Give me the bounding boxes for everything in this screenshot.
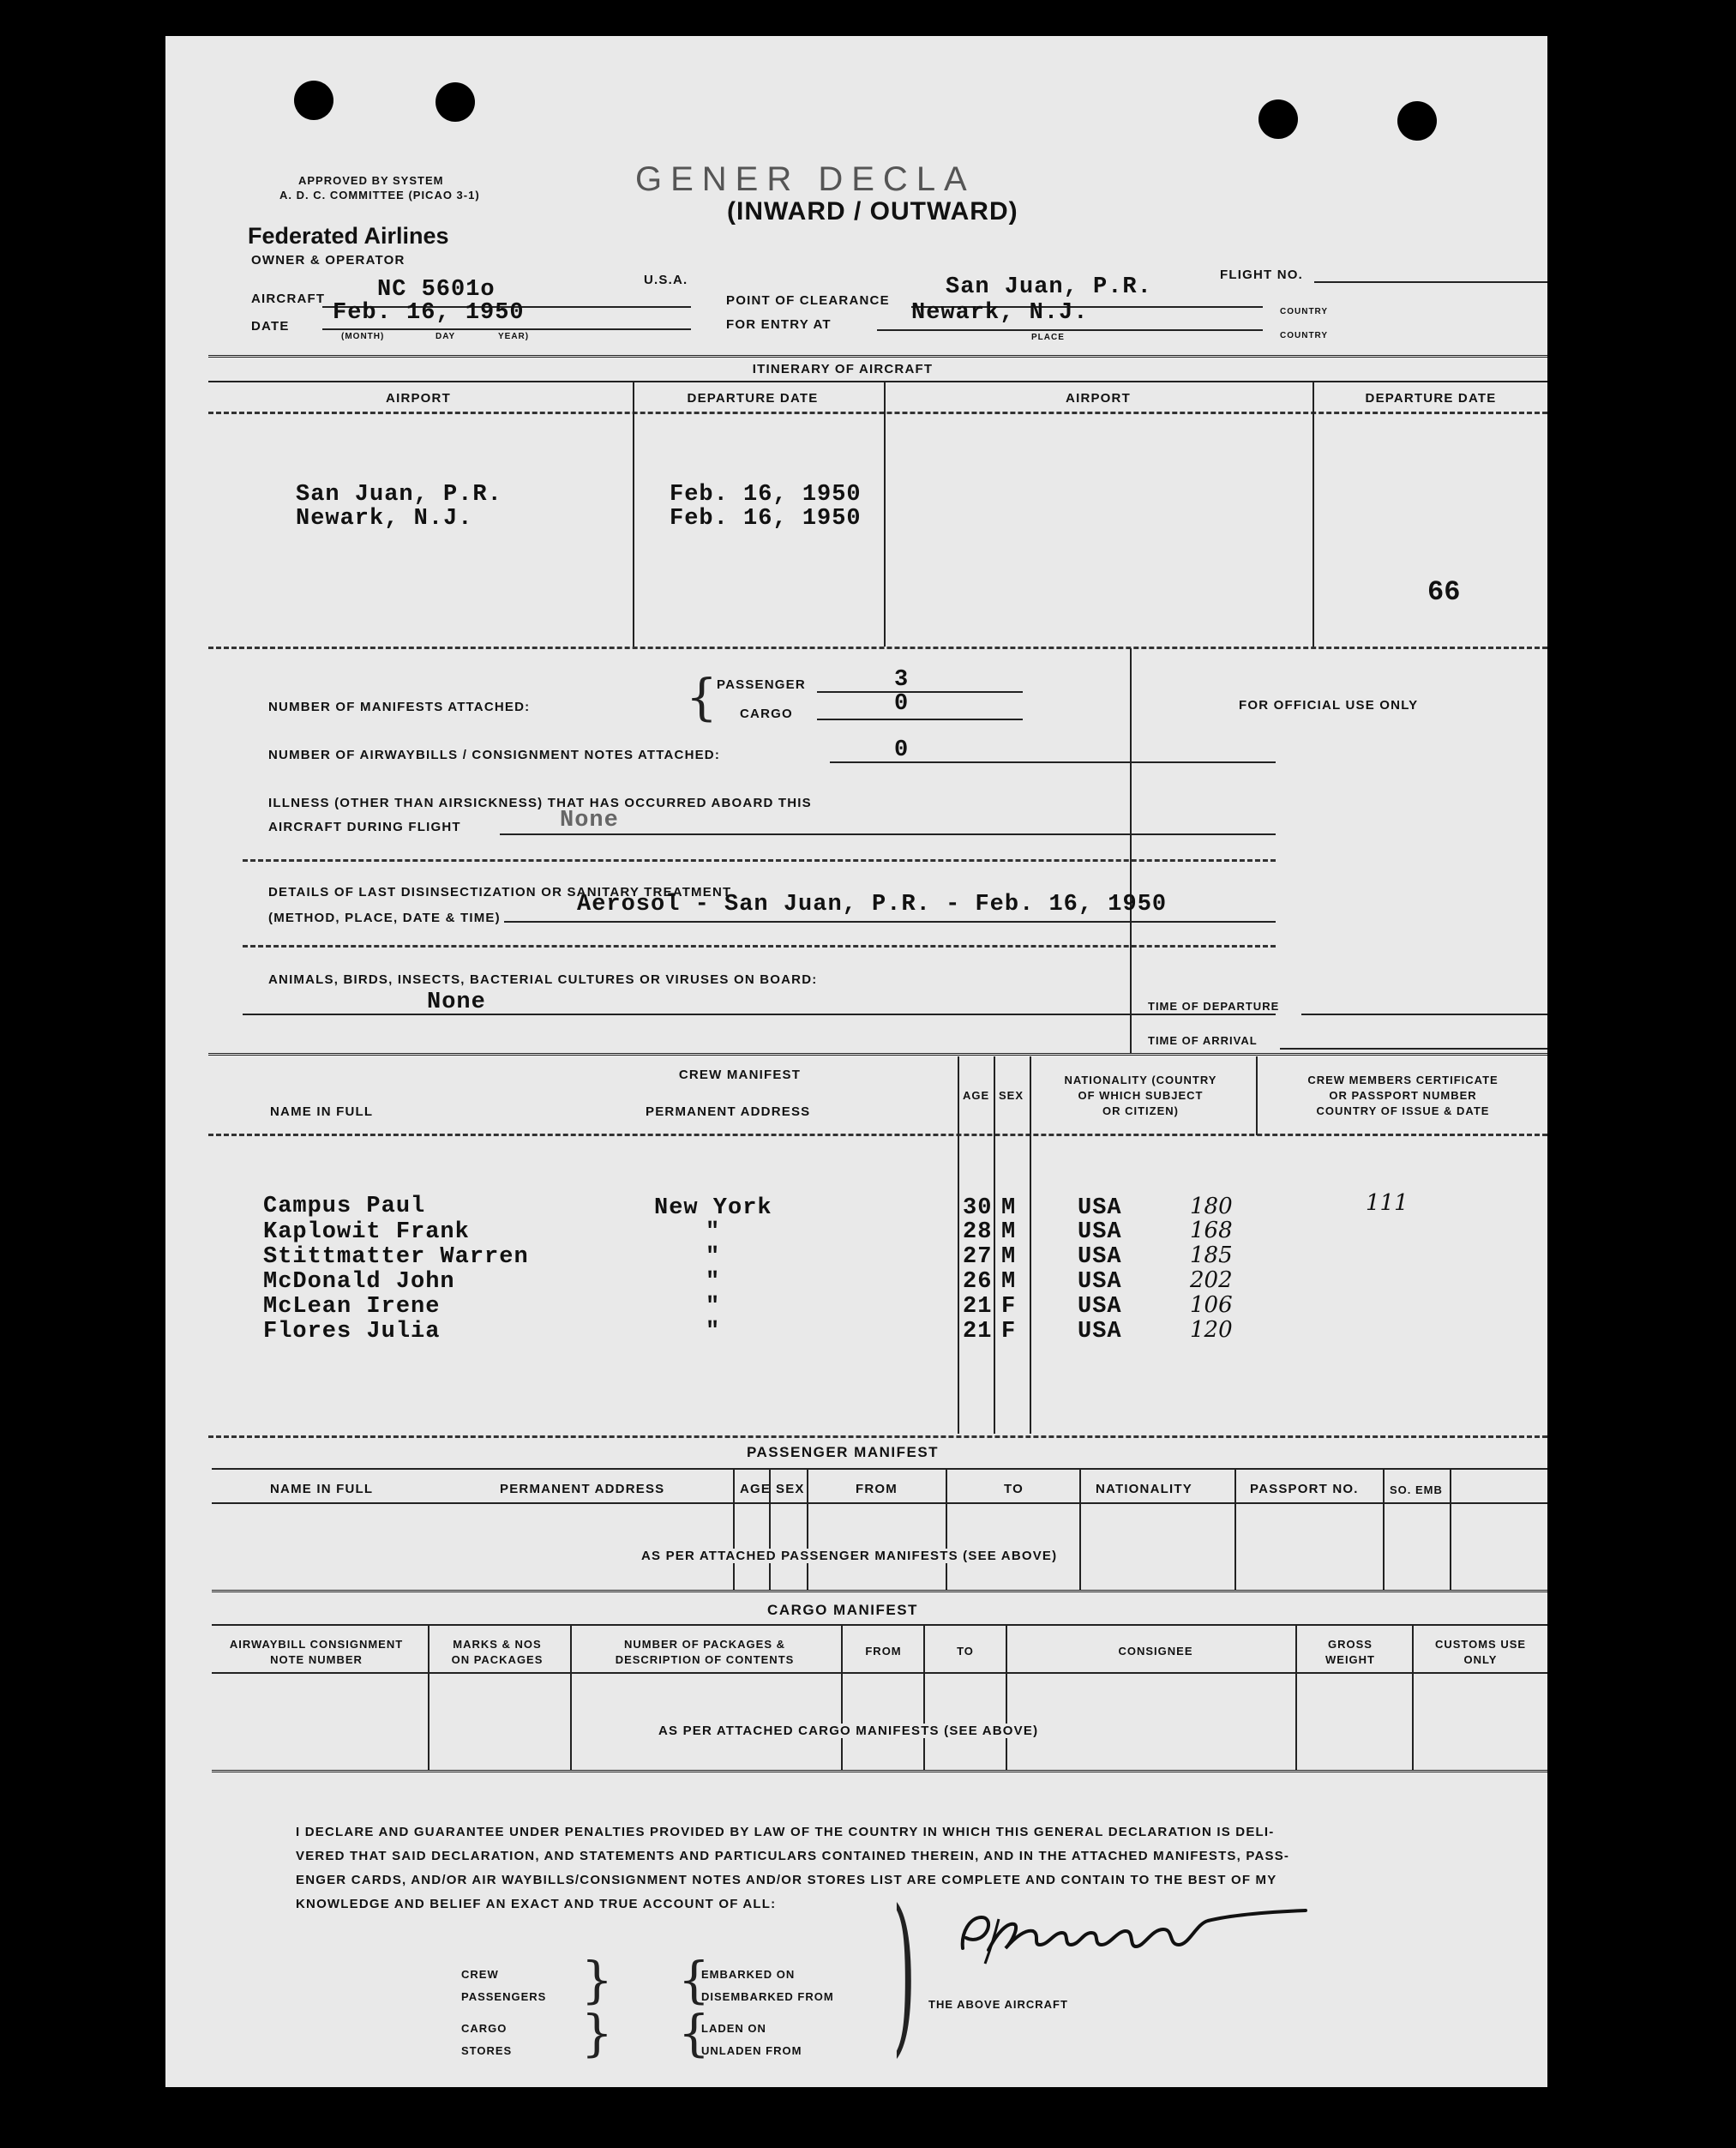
crew-col-nat-1: NATIONALITY (COUNTRY [1064,1074,1217,1086]
declaration-line-3: ENGER CARDS, AND/OR AIR WAYBILLS/CONSIGNMENT NOTES AND/OR STORES LIST ARE COMPLETE AND CONTAIN TO THE BEST OF MY [296,1873,1277,1887]
crew-cert-note: 111 [1366,1190,1409,1216]
rule [208,647,1547,649]
pm-col-age: AGE [740,1482,772,1496]
rule [958,1056,959,1434]
pm-col-name: NAME IN FULL [270,1482,374,1496]
cm-col-marks-1: MARKS & NOS [453,1638,542,1651]
crew-col-cert-3: COUNTRY OF ISSUE & DATE [1316,1104,1490,1117]
pm-col-passport: PASSPORT NO. [1250,1482,1359,1496]
crew-col-cert-1: CREW MEMBERS CERTIFICATE [1307,1074,1499,1086]
rule [1301,1014,1547,1015]
date-value: Feb. 16, 1950 [333,300,525,326]
crew-age: 21 [963,1294,993,1320]
pm-col-sex: SEX [776,1482,805,1496]
crew-col-age: AGE [963,1089,990,1102]
cm-col-consignee: CONSIGNEE [1118,1645,1193,1658]
rule [1412,1626,1414,1770]
crew-col-address: PERMANENT ADDRESS [646,1104,811,1119]
rule [208,1134,1547,1136]
rule [570,1626,572,1770]
crew-age: 27 [963,1244,993,1270]
airwaybills-value: 0 [894,737,910,763]
page-number: 66 [1427,576,1461,608]
rule [923,1626,925,1770]
itinerary-airport-2: Newark, N.J. [296,506,473,532]
rule [817,719,1023,720]
rule [1256,1056,1258,1135]
declaration-form [165,36,1547,2087]
decl-big-brace: ) [892,1874,916,2073]
rule [243,945,1276,948]
crew-sex: M [1001,1269,1017,1295]
decl-brace-right-2: } [581,2004,613,2062]
date-sub-year: YEAR) [498,332,530,341]
cm-col-customs-1: CUSTOMS USE [1434,1638,1527,1651]
rule [243,859,1276,862]
crew-col-sex: SEX [999,1089,1024,1102]
crew-address: " [706,1319,721,1345]
crew-weight: 168 [1190,1218,1233,1243]
rule [1450,1470,1451,1590]
rule [208,1435,1547,1438]
passenger-value: 3 [894,667,910,693]
decl-unladen: UNLADEN FROM [701,2044,802,2057]
signature [954,1898,1331,1967]
crew-nationality: USA [1078,1319,1122,1345]
decl-stores: STORES [461,2044,513,2057]
crew-sex: F [1001,1319,1017,1345]
passenger-manifest-note: AS PER ATTACHED PASSENGER MANIFESTS (SEE ABOVE) [641,1549,1058,1563]
disinsect-label-2: (METHOD, PLACE, DATE & TIME) [268,911,501,925]
decl-disembarked: DISEMBARKED FROM [701,1990,834,2003]
punch-hole [1397,101,1437,141]
crew-col-nat-3: OR CITIZEN) [1102,1104,1179,1117]
rule [733,1470,735,1590]
entry-rule [877,329,1263,331]
crew-age: 26 [963,1269,993,1295]
illness-label-1: ILLNESS (OTHER THAN AIRSICKNESS) THAT HAS OCCURRED ABOARD THIS [268,796,812,810]
official-use-label: FOR OFFICIAL USE ONLY [1239,698,1419,713]
punch-hole [1258,99,1298,139]
date-label: DATE [251,319,290,334]
itinerary-title: ITINERARY OF AIRCRAFT [752,362,934,376]
passenger-label: PASSENGER [717,677,806,692]
illness-label-2: AIRCRAFT DURING FLIGHT [268,820,461,834]
aircraft-value: NC 5601o [377,277,496,303]
crew-age: 28 [963,1219,993,1245]
itinerary-col-airport-2: AIRPORT [1066,391,1131,406]
disinsect-label-1: DETAILS OF LAST DISINSECTIZATION OR SANITARY TREATMENT [268,885,732,900]
crew-name: Kaplowit Frank [263,1219,470,1245]
time-arrival-label: TIME OF ARRIVAL [1148,1034,1258,1047]
point-of-clearance-label: POINT OF CLEARANCE [726,293,890,308]
decl-above-aircraft: THE ABOVE AIRCRAFT [928,1998,1068,2011]
crew-col-cert-2: OR PASSPORT NUMBER [1329,1089,1477,1102]
rule [946,1470,947,1590]
declaration-line-2: VERED THAT SAID DECLARATION, AND STATEMENTS AND PARTICULARS CONTAINED THEREIN, AND IN THE ATTACHED MANIFESTS, PASS- [296,1849,1290,1863]
flight-rule [1314,281,1547,283]
rule [208,381,1547,382]
rule [428,1626,429,1770]
rule [1280,1048,1547,1050]
animals-label: ANIMALS, BIRDS, INSECTS, BACTERIAL CULTURES OR VIRUSES ON BOARD: [268,972,818,987]
flight-no-label: FLIGHT NO. [1220,268,1303,282]
crew-nationality: USA [1078,1294,1122,1320]
rule [212,1624,1547,1626]
pm-col-from: FROM [856,1482,898,1496]
rule [243,1014,1276,1015]
rule [1006,1626,1007,1770]
itinerary-airport-1: San Juan, P.R. [296,482,502,508]
decl-embarked: EMBARKED ON [701,1968,796,1981]
rule [994,1056,995,1434]
disinsect-value: Aerosol - San Juan, P.R. - Feb. 16, 1950 [577,892,1168,918]
crew-weight: 120 [1190,1317,1233,1343]
rule [212,1672,1547,1674]
time-departure-label: TIME OF DEPARTURE [1148,1000,1280,1013]
pm-col-address: PERMANENT ADDRESS [500,1482,665,1496]
rule [208,412,1547,414]
rule [212,1502,1547,1504]
declaration-line-4: KNOWLEDGE AND BELIEF AN EXACT AND TRUE ACCOUNT OF ALL: [296,1897,777,1911]
crew-address: " [706,1269,721,1295]
crew-sex: M [1001,1244,1017,1270]
illness-value: None [560,808,619,833]
date-sub-day: DAY [436,332,456,341]
form-subtitle: (INWARD / OUTWARD) [727,197,1018,226]
rule [830,761,1276,763]
rule [841,1626,843,1770]
crew-nationality: USA [1078,1244,1122,1270]
punch-hole [294,81,333,120]
manifests-label: NUMBER OF MANIFESTS ATTACHED: [268,700,531,714]
decl-brace-left-2: { [678,2004,710,2062]
pm-col-nationality: NATIONALITY [1096,1482,1192,1496]
crew-name: Stittmatter Warren [263,1244,529,1270]
place-label: PLACE [1031,333,1065,342]
rule [769,1470,771,1590]
cm-col-pkgs-2: DESCRIPTION OF CONTENTS [615,1653,795,1666]
rule [504,921,1276,923]
country-label-2: COUNTRY [1280,331,1329,340]
crew-nationality: USA [1078,1195,1122,1221]
crew-nationality: USA [1078,1269,1122,1295]
itinerary-date-1: Feb. 16, 1950 [670,482,862,508]
rule [500,833,1276,835]
crew-name: Flores Julia [263,1319,441,1345]
rule [1313,382,1314,647]
rule [633,382,634,647]
rule [212,1590,1547,1595]
crew-weight: 185 [1190,1242,1233,1268]
cm-col-awb-1: AIRWAYBILL CONSIGNMENT [229,1638,404,1651]
itinerary-col-departure-2: DEPARTURE DATE [1365,391,1497,406]
crew-address: New York [654,1195,772,1221]
crew-age: 21 [963,1319,993,1345]
itinerary-date-2: Feb. 16, 1950 [670,506,862,532]
cm-col-marks-2: ON PACKAGES [451,1653,544,1666]
crew-sex: M [1001,1219,1017,1245]
cm-col-gross-2: WEIGHT [1325,1653,1375,1666]
aircraft-label: AIRCRAFT [251,292,326,306]
decl-brace-left-1: { [678,1951,710,2009]
crew-sex: F [1001,1294,1017,1320]
cargo-manifest-title: CARGO MANIFEST [767,1602,918,1618]
cargo-label: CARGO [740,707,793,721]
entry-value: Newark, N.J. [911,300,1089,326]
owner-label: OWNER & OPERATOR [251,253,405,268]
cargo-value: 0 [894,691,910,717]
form-title: GENER DECLA [635,160,976,198]
crew-title: CREW MANIFEST [678,1068,802,1082]
manifests-brace: { [686,668,718,726]
cm-col-gross-1: GROSS [1328,1638,1373,1651]
date-rule [322,328,691,330]
animals-value: None [427,990,486,1015]
rule [1130,648,1132,1053]
cm-col-to: TO [957,1645,974,1658]
crew-name: Campus Paul [263,1194,426,1219]
rule [1234,1470,1236,1590]
cm-col-awb-2: NOTE NUMBER [270,1653,363,1666]
crew-weight: 180 [1190,1194,1233,1219]
declaration-line-1: I DECLARE AND GUARANTEE UNDER PENALTIES PROVIDED BY LAW OF THE COUNTRY IN WHICH THIS GENERAL DECLARATION IS DELI- [296,1825,1275,1839]
rule [807,1470,808,1590]
approval-line-2: A. D. C. COMMITTEE (PICAO 3-1) [279,189,480,202]
crew-age: 30 [963,1195,993,1221]
pm-col-emb: SO. EMB [1390,1483,1443,1496]
crew-nationality: USA [1078,1219,1122,1245]
punch-hole [436,82,475,122]
crew-address: " [706,1219,721,1245]
point-of-clearance-value: San Juan, P.R. [946,274,1152,300]
entry-label: FOR ENTRY AT [726,317,832,332]
itinerary-col-airport: AIRPORT [386,391,451,406]
crew-col-nat-2: OF WHICH SUBJECT [1078,1089,1204,1102]
decl-passengers: PASSENGERS [461,1990,547,2003]
decl-crew: CREW [461,1968,499,1981]
decl-brace-right-1: } [581,1951,613,2009]
country-label-1: COUNTRY [1280,307,1329,316]
pm-col-to: TO [1004,1482,1024,1496]
rule [884,382,886,647]
rule [1383,1470,1385,1590]
crew-name: McLean Irene [263,1294,441,1320]
crew-weight: 106 [1190,1292,1233,1318]
crew-col-name: NAME IN FULL [270,1104,374,1119]
operator-name: Federated Airlines [248,223,449,249]
rule [212,1770,1547,1775]
passenger-manifest-title: PASSENGER MANIFEST [746,1444,940,1460]
decl-laden: LADEN ON [701,2022,766,2035]
cm-col-from: FROM [865,1645,902,1658]
cargo-manifest-note: AS PER ATTACHED CARGO MANIFESTS (SEE ABOVE) [658,1724,1039,1738]
rule [208,1053,1547,1058]
crew-address: " [706,1294,721,1320]
cm-col-customs-2: ONLY [1463,1653,1498,1666]
crew-name: McDonald John [263,1269,455,1295]
rule [1079,1470,1081,1590]
itinerary-col-departure: DEPARTURE DATE [687,391,819,406]
crew-weight: 202 [1190,1267,1233,1293]
rule [817,691,1023,693]
rule [208,355,1547,360]
country-usa: U.S.A. [644,273,688,287]
cm-col-pkgs-1: NUMBER OF PACKAGES & [623,1638,786,1651]
decl-cargo: CARGO [461,2022,508,2035]
date-sub-month: (MONTH) [341,332,385,341]
crew-sex: M [1001,1195,1017,1221]
rule [1295,1626,1297,1770]
approval-line-1: APPROVED BY SYSTEM [298,174,444,187]
rule [212,1468,1547,1470]
airwaybills-label: NUMBER OF AIRWAYBILLS / CONSIGNMENT NOTES ATTACHED: [268,748,721,762]
rule [1030,1056,1031,1434]
crew-address: " [706,1244,721,1270]
